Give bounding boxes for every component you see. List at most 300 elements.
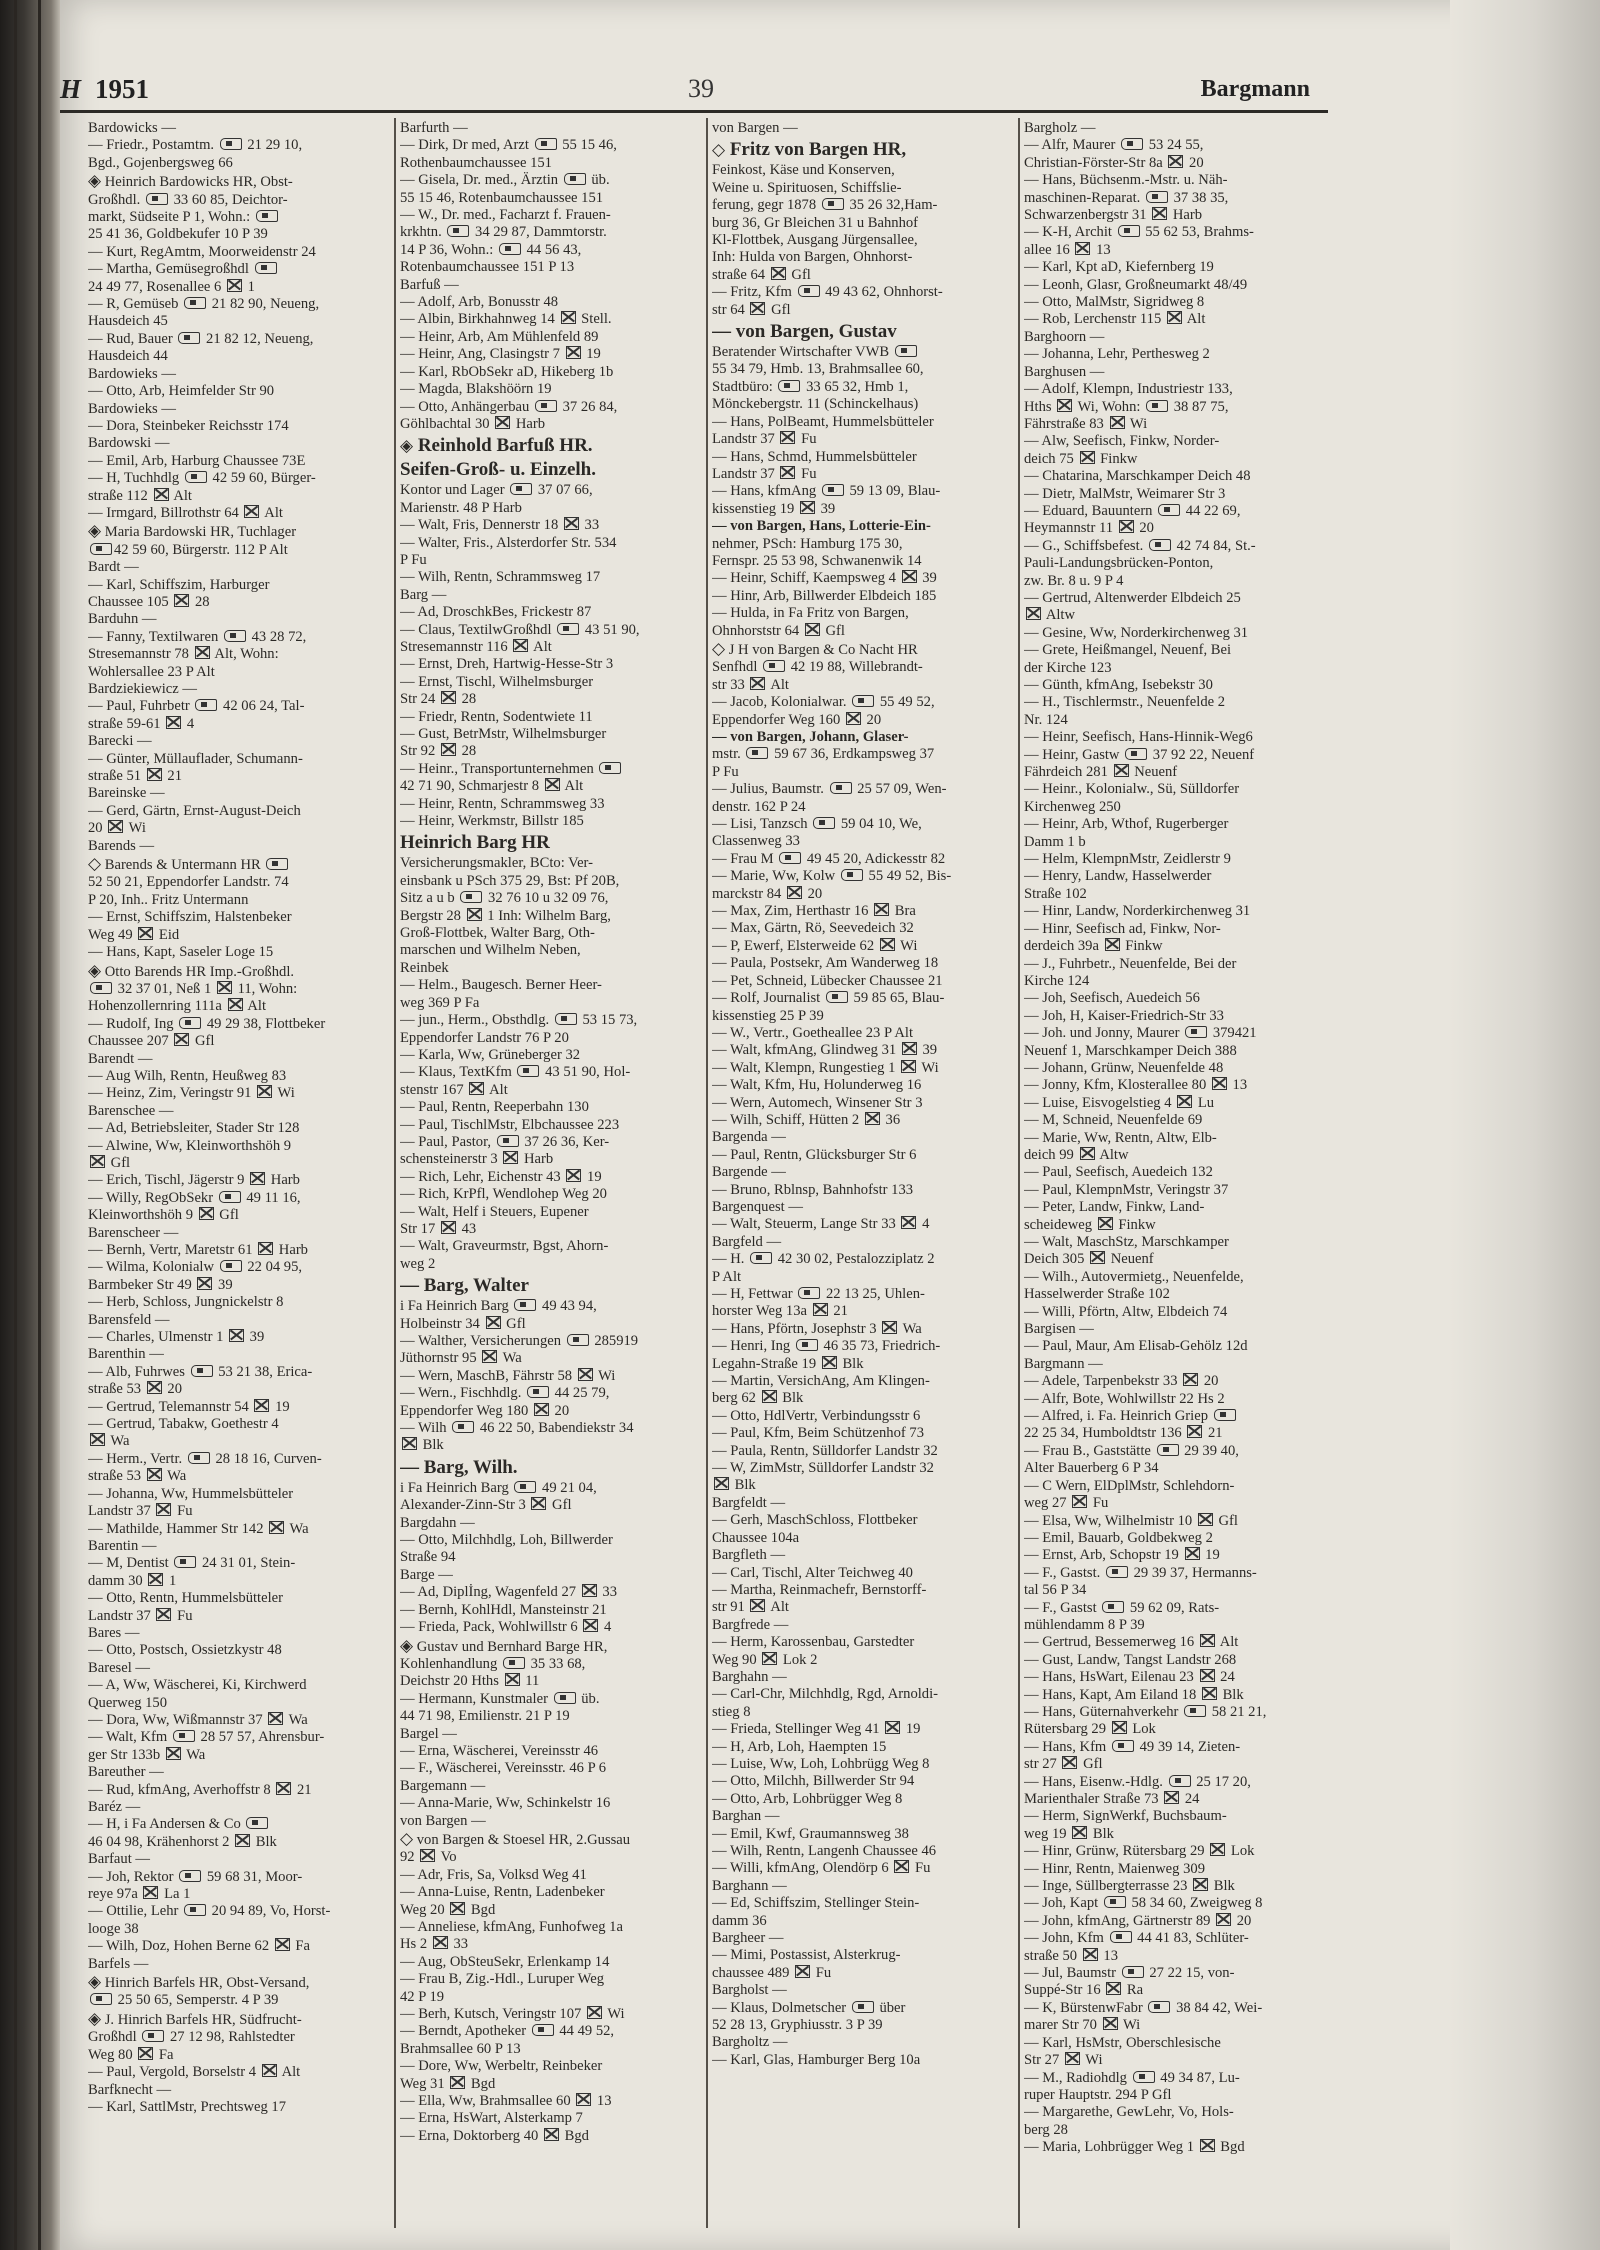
directory-line: — Hans, kfmAng 59 13 09, Blau- <box>712 483 941 500</box>
directory-line: Weg 80 Fa <box>88 2046 174 2063</box>
postbox-icon <box>495 416 510 429</box>
directory-line: — W, ZimMstr, Sülldorfer Landstr 32 <box>712 1460 934 1477</box>
postbox-icon <box>1080 1147 1095 1160</box>
phone-icon <box>256 210 278 222</box>
directory-line: Eppendorfer Weg 160 20 <box>712 711 882 728</box>
directory-line: weg 369 P Fa <box>400 994 480 1011</box>
directory-line: Alexander-Zinn-Str 3 Gfl <box>400 1497 572 1514</box>
directory-line: — F., Gastst 59 62 09, Rats- <box>1024 1599 1220 1616</box>
phone-icon <box>1122 1966 1144 1978</box>
directory-line: — M., Radiohdlg 49 34 87, Lu- <box>1024 2069 1240 2086</box>
directory-line: — W., Dr. med., Facharzt f. Frauen- <box>400 207 611 224</box>
phone-icon <box>1214 1409 1236 1421</box>
header-year: 1951 <box>95 74 150 104</box>
directory-line: 92 Vo <box>400 1849 457 1866</box>
directory-line: — Fritz, Kfm 49 43 62, Ohnhorst- <box>712 284 943 301</box>
phone-icon <box>1102 1601 1124 1613</box>
postbox-icon <box>1200 2139 1215 2152</box>
directory-line: Hausdeich 45 <box>88 313 168 330</box>
postbox-icon <box>174 594 189 607</box>
postbox-icon <box>147 768 162 781</box>
directory-line: — Dore, Ww, Werbeltr, Reinbeker <box>400 2058 603 2075</box>
directory-line: Hths Wi, Wohn: 38 87 75, <box>1024 398 1229 415</box>
directory-line: ◈ Hinrich Barfels HR, Obst-Versand, <box>88 1973 310 1992</box>
postbox-icon <box>235 1834 250 1847</box>
directory-line: — Ernst, Tischl, Wilhelmsburger <box>400 673 594 690</box>
directory-line: — Hans, Kfm 49 39 14, Zieten- <box>1024 1738 1241 1755</box>
phone-icon <box>173 1730 195 1742</box>
phone-icon <box>1110 1931 1132 1943</box>
directory-line: i Fa Heinrich Barg 49 43 94, <box>400 1298 597 1315</box>
postbox-icon <box>561 311 576 324</box>
directory-line: — Walt, Kfm 28 57 57, Ahrensbur- <box>88 1729 325 1746</box>
directory-line: — Otto, Milchh, Billwerder Str 94 <box>712 1773 915 1790</box>
phone-icon <box>1106 1566 1128 1578</box>
directory-line: Barghoorn — <box>1024 328 1105 345</box>
directory-line: Eppendorfer Weg 180 20 <box>400 1402 570 1419</box>
directory-line: Barfels — <box>88 1955 149 1972</box>
postbox-icon <box>880 938 895 951</box>
directory-line: — Bruno, Rblnsp, Bahnhofstr 133 <box>712 1181 914 1198</box>
postbox-icon <box>587 2006 602 2019</box>
directory-line: — Hinr, Grünw, Rütersbarg 29 Lok <box>1024 1843 1255 1860</box>
trade-register-icon: ◈ <box>88 1973 102 1992</box>
postbox-icon <box>762 1390 777 1403</box>
directory-line: Altw <box>1024 607 1314 624</box>
directory-line: mühlendamm 8 P 39 <box>1024 1616 1145 1633</box>
directory-line: ◈ Gustav und Bernhard Barge HR, <box>400 1636 608 1655</box>
directory-line: — Otto, Anhängerbau 37 26 84, <box>400 398 618 415</box>
postbox-icon <box>1212 1077 1227 1090</box>
directory-line: — Irmgard, Billrothstr 64 Alt <box>88 504 283 521</box>
directory-line: Landstr 37 Fu <box>88 1503 193 1520</box>
directory-line: — Walt, Kfm, Hu, Holunderweg 16 <box>712 1077 922 1094</box>
directory-line: zw. Br. 8 u. 9 P 4 <box>1024 572 1124 589</box>
directory-line: — Margarethe, GewLehr, Vo, Hols- <box>1024 2104 1234 2121</box>
directory-line: — Walt, kfmAng, Glindweg 31 39 <box>712 1042 938 1059</box>
directory-line: Beratender Wirtschafter VWB <box>712 344 1002 361</box>
directory-line: — Marie, Ww, Rentn, Altw, Elb- <box>1024 1129 1217 1146</box>
postbox-icon <box>805 623 820 636</box>
phone-icon <box>220 138 242 150</box>
directory-line: — Emil, Bauarb, Goldbekweg 2 <box>1024 1529 1213 1546</box>
postbox-icon <box>1119 520 1134 533</box>
phone-icon <box>184 297 206 309</box>
directory-line: Barfknecht — <box>88 2081 172 2098</box>
directory-line: — Walter, Fris., Alsterdorfer Str. 534 <box>400 534 617 551</box>
directory-line: — Frieda, Stellinger Weg 41 19 <box>712 1721 921 1738</box>
postbox-icon <box>90 1155 105 1168</box>
postbox-icon <box>750 1599 765 1612</box>
directory-line: — Paula, Rentn, Sülldorfer Landstr 32 <box>712 1442 938 1459</box>
directory-line: — Otto, HdlVertr, Verbindungsstr 6 <box>712 1407 921 1424</box>
phone-icon <box>510 483 532 495</box>
phone-icon <box>185 471 207 483</box>
directory-line: — Herm, Karossenbau, Garstedter <box>712 1634 915 1651</box>
directory-line: — J., Fuhrbetr., Neuenfelde, Bei der <box>1024 955 1237 972</box>
phone-icon <box>895 345 917 357</box>
directory-line: — Claus, TextilwGroßhdl 43 51 90, <box>400 621 640 638</box>
phone-icon <box>555 1013 577 1025</box>
postbox-icon <box>1103 2017 1118 2030</box>
postbox-icon <box>1200 1634 1215 1647</box>
directory-line: — Charles, Ulmenstr 1 39 <box>88 1329 265 1346</box>
directory-line: Bargfleth — <box>712 1547 786 1564</box>
directory-line: — Heinr, Arb, Am Mühlenfeld 89 <box>400 328 599 345</box>
phone-icon <box>841 869 863 881</box>
directory-line: Schwarzenbergstr 31 Harb <box>1024 207 1202 224</box>
postbox-icon <box>441 1221 456 1234</box>
directory-line: — Henri, Ing 46 35 73, Friedrich- <box>712 1338 941 1355</box>
postbox-icon <box>450 2076 465 2089</box>
postbox-icon <box>154 488 169 501</box>
directory-line: — Friedr, Rentn, Sodentwiete 11 <box>400 708 593 725</box>
directory-line: — Heinr, Seefisch, Hans-Hinnik-Weg6 <box>1024 729 1253 746</box>
phone-icon <box>188 1452 210 1464</box>
directory-line: ◈ Heinrich Bardowicks HR, Obst- <box>88 172 293 191</box>
postbox-icon <box>199 1207 214 1220</box>
phone-icon <box>778 380 800 392</box>
postbox-icon <box>1183 1373 1198 1386</box>
directory-line: — Ernst, Dreh, Hartwig-Hesse-Str 3 <box>400 656 614 673</box>
directory-line: ◇ von Bargen & Stoesel HR, 2.Gussau <box>400 1829 631 1848</box>
directory-line: — Gust, Landw, Tangst Landstr 268 <box>1024 1651 1237 1668</box>
postbox-icon <box>482 1350 497 1363</box>
directory-line: Bardowieks — <box>88 365 176 382</box>
directory-line: — Hinr, Landw, Norderkirchenweg 31 <box>1024 903 1251 920</box>
directory-line: Marienstr. 48 P Harb <box>400 499 522 516</box>
directory-line: — Aug Wilh, Rentn, Heußweg 83 <box>88 1067 287 1084</box>
directory-line: — Hans, PolBeamt, Hummelsbütteler <box>712 413 934 430</box>
directory-line: — Gertrud, Telemannstr 54 19 <box>88 1398 290 1415</box>
directory-line: Rotenbaumchaussee 151 P 13 <box>400 259 575 276</box>
directory-line: — H, Tuchhdlg 42 59 60, Bürger- <box>88 470 316 487</box>
directory-line: reye 97a La 1 <box>88 1886 191 1903</box>
postbox-icon <box>1164 1791 1179 1804</box>
directory-line: — Berndt, Apotheker 44 49 52, <box>400 2023 615 2040</box>
phone-icon <box>746 747 768 759</box>
directory-line: Weg 90 Lok 2 <box>712 1651 818 1668</box>
directory-line: maschinen-Reparat. 37 38 35, <box>1024 189 1229 206</box>
phone-icon <box>497 1135 519 1147</box>
directory-line: — Erna, Wäscherei, Vereinsstr 46 <box>400 1742 599 1759</box>
directory-line: marer Str 70 Wi <box>1024 2017 1141 2034</box>
directory-line: — Carl-Chr, Milchhdlg, Rgd, Arnoldi- <box>712 1686 939 1703</box>
directory-line: — Alb, Fuhrwes 53 21 38, Erica- <box>88 1363 313 1380</box>
directory-line: 14 P 36, Wohn.: 44 56 43, <box>400 241 582 258</box>
directory-line: — Gertrud, Altenwerder Elbdeich 25 <box>1024 589 1241 606</box>
directory-line: damm 30 1 <box>88 1572 177 1589</box>
directory-line: Mönckebergstr. 11 (Schinckelhaus) <box>712 396 919 413</box>
book-binding <box>0 0 60 2250</box>
directory-line: 52 28 13, Gryphiusstr. 3 P 39 <box>712 2017 883 2034</box>
directory-line: — Heinr, Werkmstr, Billstr 185 <box>400 813 584 830</box>
directory-line: — Dietr, MalMstr, Weimarer Str 3 <box>1024 485 1226 502</box>
postbox-icon <box>441 691 456 704</box>
directory-line: weg 2 <box>400 1255 436 1272</box>
directory-line: Bargmann — <box>1024 1355 1103 1372</box>
postbox-icon <box>402 1437 417 1450</box>
directory-line: 42 71 90, Schmarjestr 8 Alt <box>400 778 584 795</box>
directory-line: — jun., Herm., Obsthdlg. 53 15 73, <box>400 1012 638 1029</box>
postbox-icon <box>148 1573 163 1586</box>
directory-line: Stresemannstr 116 Alt <box>400 638 552 655</box>
postbox-icon <box>467 908 482 921</box>
postbox-icon <box>902 570 917 583</box>
directory-line: — K-H, Archit 55 62 53, Brahms- <box>1024 224 1254 241</box>
directory-line: — Ad, DroschkBes, Frickestr 87 <box>400 604 592 621</box>
directory-line: Brahmsallee 60 P 13 <box>400 2040 521 2057</box>
directory-line: — Ad, Diplİng, Wagenfeld 27 33 <box>400 1584 617 1601</box>
directory-line: Wa <box>88 1433 378 1450</box>
postbox-icon <box>195 646 210 659</box>
directory-line: Bargisen — <box>1024 1321 1094 1338</box>
directory-line: — Mathilde, Hammer Str 142 Wa <box>88 1520 309 1537</box>
directory-line: — Inge, Süllbergterrasse 23 Blk <box>1024 1878 1235 1895</box>
postbox-icon <box>780 431 795 444</box>
directory-line: — Günter, Müllauflader, Schumann- <box>88 750 303 767</box>
directory-line: Rütersbarg 29 Lok <box>1024 1721 1156 1738</box>
directory-line: Bardowicks — <box>88 120 176 136</box>
postbox-icon <box>433 1936 448 1949</box>
directory-line: — Dora, Steinbeker Reichsstr 174 <box>88 417 289 434</box>
directory-line: kissenstieg 19 39 <box>712 500 836 517</box>
phone-icon <box>174 1556 196 1568</box>
postbox-icon <box>420 1849 435 1862</box>
postbox-icon <box>1210 1843 1225 1856</box>
directory-line: — Joh. und Jonny, Maurer 379421 <box>1024 1025 1257 1042</box>
directory-line: — M, Dentist 24 31 01, Stein- <box>88 1555 296 1572</box>
directory-line: Neuenf 1, Marschkamper Deich 388 <box>1024 1042 1237 1059</box>
postbox-icon <box>865 1112 880 1125</box>
directory-line: Kontor und Lager 37 07 66, <box>400 482 593 499</box>
directory-line: — Willi, kfmAng, Olendörp 6 Fu <box>712 1860 931 1877</box>
postbox-icon <box>576 2093 591 2106</box>
directory-line: Bargholz — <box>1024 120 1096 136</box>
binding-line <box>38 0 41 2250</box>
postbox-icon <box>1112 1721 1127 1734</box>
directory-line: straße 53 20 <box>88 1381 182 1398</box>
directory-line: Hohenzollernring 111a Alt <box>88 998 267 1015</box>
directory-line: Barg — <box>400 586 447 603</box>
directory-line: — F., Wäscherei, Vereinsstr. 46 P 6 <box>400 1760 607 1777</box>
postbox-icon <box>244 505 259 518</box>
directory-line: Marienthaler Straße 73 24 <box>1024 1791 1200 1807</box>
directory-line: 42 59 60, Bürgerstr. 112 P Alt <box>88 542 378 559</box>
directory-line: — Frau B, Zig.-Hdl., Luruper Weg <box>400 1971 605 1988</box>
directory-line: Heinrich Barg HR <box>400 832 550 854</box>
phone-icon <box>499 243 521 255</box>
directory-line: — Johanna, Ww, Hummelsbütteler <box>88 1485 294 1502</box>
postbox-icon <box>1114 764 1129 777</box>
directory-column-3 <box>712 120 1002 2069</box>
directory-line: — Herm., Vertr. 28 18 16, Curven- <box>88 1450 322 1467</box>
postbox-icon <box>1106 1982 1121 1995</box>
phone-icon <box>852 695 874 707</box>
directory-line: Weine u. Spirituosen, Schiffslie- <box>712 179 902 196</box>
directory-line: tal 56 P 34 <box>1024 1582 1087 1599</box>
directory-line: — Frieda, Pack, Wohlwillstr 6 4 <box>400 1619 612 1636</box>
directory-line: — Alwine, Ww, Kleinworthshöh 9 <box>88 1137 292 1154</box>
postbox-icon <box>275 1938 290 1951</box>
postbox-icon <box>156 1503 171 1516</box>
phone-icon <box>452 1421 474 1433</box>
directory-line: — Alw, Seefisch, Finkw, Norder- <box>1024 433 1220 450</box>
phone-icon <box>532 2024 554 2036</box>
directory-line: — Bernh, KohlHdl, Mansteinstr 21 <box>400 1601 607 1618</box>
postbox-icon <box>1152 207 1167 220</box>
directory-line: ◈ Maria Bardowski HR, Tuchlager <box>88 522 297 541</box>
directory-line: 55 34 79, Hmb. 13, Brahmsallee 60, <box>712 361 924 378</box>
directory-line: ◇ Fritz von Bargen HR, <box>712 139 907 161</box>
directory-line: mstr. 59 67 36, Erdkampsweg 37 <box>712 746 935 763</box>
directory-line: — Otto, MalMstr, Sigridweg 8 <box>1024 294 1205 311</box>
directory-line: Deichstr 20 Hths 11 <box>400 1673 540 1690</box>
directory-line: — Wilh, Rentn, Langenh Chaussee 46 <box>712 1843 937 1859</box>
postbox-icon <box>138 2047 153 2060</box>
directory-line: — Fanny, Textilwaren 43 28 72, <box>88 628 307 645</box>
postbox-icon <box>544 2128 559 2141</box>
directory-line: — Ella, Ww, Brahmsallee 60 13 <box>400 2093 612 2110</box>
postbox-icon <box>1090 1251 1105 1264</box>
postbox-icon <box>750 302 765 315</box>
phone-icon <box>1185 1026 1207 1038</box>
directory-line: horster Weg 13a 21 <box>712 1303 848 1320</box>
postbox-icon <box>1110 416 1125 429</box>
directory-line: Landstr 37 Fu <box>712 465 817 482</box>
postbox-icon <box>503 1151 518 1164</box>
directory-line: str 91 Alt <box>712 1599 789 1616</box>
directory-line: Pauli-Landungsbrücken-Ponton, <box>1024 555 1214 572</box>
postbox-icon <box>254 1399 269 1412</box>
postbox-icon <box>902 1042 917 1055</box>
directory-column-1 <box>88 120 378 2116</box>
directory-line: Kohlenhandlung 35 33 68, <box>400 1655 586 1672</box>
directory-line: — Heinr, Schiff, Kaempsweg 4 39 <box>712 570 937 587</box>
directory-line: Jüthornstr 95 Wa <box>400 1350 522 1367</box>
directory-line: Bargholst — <box>712 1982 787 1999</box>
directory-line: — Paul, Pastor, 37 26 36, Ker- <box>400 1133 610 1150</box>
directory-line: weg 19 Blk <box>1024 1825 1114 1842</box>
page-header <box>60 70 1310 110</box>
directory-line: Bardziekiewicz — <box>88 681 197 697</box>
directory-line: weg 27 Fu <box>1024 1495 1109 1512</box>
directory-line: — Rich, KrPfl, Wendlohер Weg 20 <box>400 1186 607 1203</box>
directory-line: — Paul, Seefisch, Auedeich 132 <box>1024 1164 1213 1181</box>
postbox-icon <box>1072 1826 1087 1839</box>
directory-line: Str 17 43 <box>400 1220 477 1237</box>
directory-line: Legahn-Straße 19 Blk <box>712 1355 864 1372</box>
directory-line: Weg 31 Bgd <box>400 2075 496 2092</box>
header-section-year <box>60 74 149 105</box>
directory-line: — Grete, Heißmangel, Neuenf, Bei <box>1024 642 1232 659</box>
directory-line: — Hans, Büchsenm.-Mstr. u. Näh- <box>1024 172 1228 189</box>
directory-line: — Heinr., Transportunternehmen <box>400 761 690 778</box>
directory-line: — Johanna, Lehr, Perthesweg 2 <box>1024 346 1210 363</box>
trade-register-icon: ◇ <box>712 140 726 160</box>
postbox-icon <box>250 1172 265 1185</box>
directory-line: — Walt, Fris, Dennerstr 18 33 <box>400 517 600 534</box>
directory-line: einsbank u PSch 375 29, Bst: Pf 20B, <box>400 872 620 889</box>
directory-line: — Karla, Ww, Grüneberger 32 <box>400 1046 581 1063</box>
directory-line: — Klaus, Dolmetscher über <box>712 1999 906 2016</box>
directory-line: scheideweg Finkw <box>1024 1216 1156 1233</box>
directory-line: berg 62 Blk <box>712 1390 804 1407</box>
directory-line: Sitz a u b 32 76 10 u 32 09 76, <box>400 890 609 907</box>
page-edge-shadow <box>1450 0 1600 2250</box>
directory-line: schensteinerstr 3 Harb <box>400 1151 554 1168</box>
directory-line: — Otto, Arb, Heimfelder Str 90 <box>88 383 275 400</box>
directory-line: — Luise, Ww, Loh, Lohbrügg Weg 8 <box>712 1755 930 1772</box>
directory-line: Bardt — <box>88 559 139 576</box>
directory-line: — Adolf, Arb, Bonusstr 48 <box>400 294 559 311</box>
directory-line: Bareuther — <box>88 1764 164 1781</box>
directory-line: straße 50 13 <box>1024 1947 1118 1964</box>
directory-line: — A, Ww, Wäscherei, Ki, Kirchwerd <box>88 1677 307 1694</box>
directory-line: — John, kfmAng, Gärtnerstr 89 20 <box>1024 1912 1252 1929</box>
directory-line: 24 49 77, Rosenallee 6 1 <box>88 278 255 295</box>
directory-line: — Lisi, Tanzsch 59 04 10, We, <box>712 816 922 833</box>
directory-line: berg 28 <box>1024 2121 1068 2138</box>
directory-line: — Wilh, Rentn, Schrammsweg 17 <box>400 569 601 586</box>
directory-line: — Willi, Pförtn, Altw, Elbdeich 74 <box>1024 1303 1228 1320</box>
postbox-icon <box>1072 1495 1087 1508</box>
postbox-icon <box>882 1321 897 1334</box>
directory-line: — Wilh, Schiff, Hütten 2 36 <box>712 1111 901 1128</box>
directory-line: — Elsa, Ww, Wilhelmistr 10 Gfl <box>1024 1512 1238 1529</box>
directory-line: Straße 102 <box>1024 885 1087 902</box>
phone-icon <box>514 1299 536 1311</box>
directory-line: — Gesine, Ww, Norderkirchenweg 31 <box>1024 624 1249 641</box>
directory-line: straße 51 21 <box>88 768 182 785</box>
directory-line: — Barg, Walter <box>400 1275 529 1297</box>
postbox-icon <box>566 346 581 359</box>
directory-line: damm 36 <box>712 1912 767 1929</box>
phone-icon <box>796 1339 818 1351</box>
directory-line: — Gust, BetrMstr, Wilhelmsburger <box>400 726 607 742</box>
directory-line: Bardowski — <box>88 435 170 452</box>
postbox-icon <box>564 517 579 530</box>
directory-line: Barentin — <box>88 1537 157 1554</box>
postbox-icon <box>534 1403 549 1416</box>
postbox-icon <box>1200 1669 1215 1682</box>
directory-line: burg 36, Gr Bleichen 31 u Bahnhof <box>712 214 919 231</box>
postbox-icon <box>156 1608 171 1621</box>
phone-icon <box>1169 1775 1191 1787</box>
phone-icon <box>763 660 785 672</box>
phone-icon <box>195 699 217 711</box>
trade-register-icon: ◇ <box>712 639 726 658</box>
directory-line: — Joh, H, Kaiser-Friedrich-Str 33 <box>1024 1007 1224 1024</box>
directory-line: Rothenbaumchaussee 151 <box>400 154 552 171</box>
directory-line: — Joh, Rektor 59 68 31, Moor- <box>88 1868 303 1885</box>
directory-line: Deich 305 Neuenf <box>1024 1251 1154 1268</box>
directory-line: — Wern, Automech, Winsener Str 3 <box>712 1094 923 1111</box>
directory-line: Weg 49 Eid <box>88 926 180 943</box>
directory-line: — Magda, Blakshöörn 19 <box>400 381 552 398</box>
directory-line: Bargfrede — <box>712 1616 789 1633</box>
directory-line: von Bargen — <box>712 120 798 136</box>
phone-icon <box>191 1365 213 1377</box>
directory-line: Bardowieks — <box>88 400 176 417</box>
postbox-icon <box>1105 938 1120 951</box>
directory-line: Str 24 28 <box>400 691 477 708</box>
postbox-icon <box>545 778 560 791</box>
directory-line: 32 37 01, Neß 1 11, Wohn: <box>88 981 378 998</box>
directory-line: Weg 20 Bgd <box>400 1901 496 1918</box>
directory-line: — Ernst, Schiffszim, Halstenbeker <box>88 909 292 926</box>
directory-line: — Anneliese, kfmAng, Funhofweg 1a <box>400 1919 623 1935</box>
